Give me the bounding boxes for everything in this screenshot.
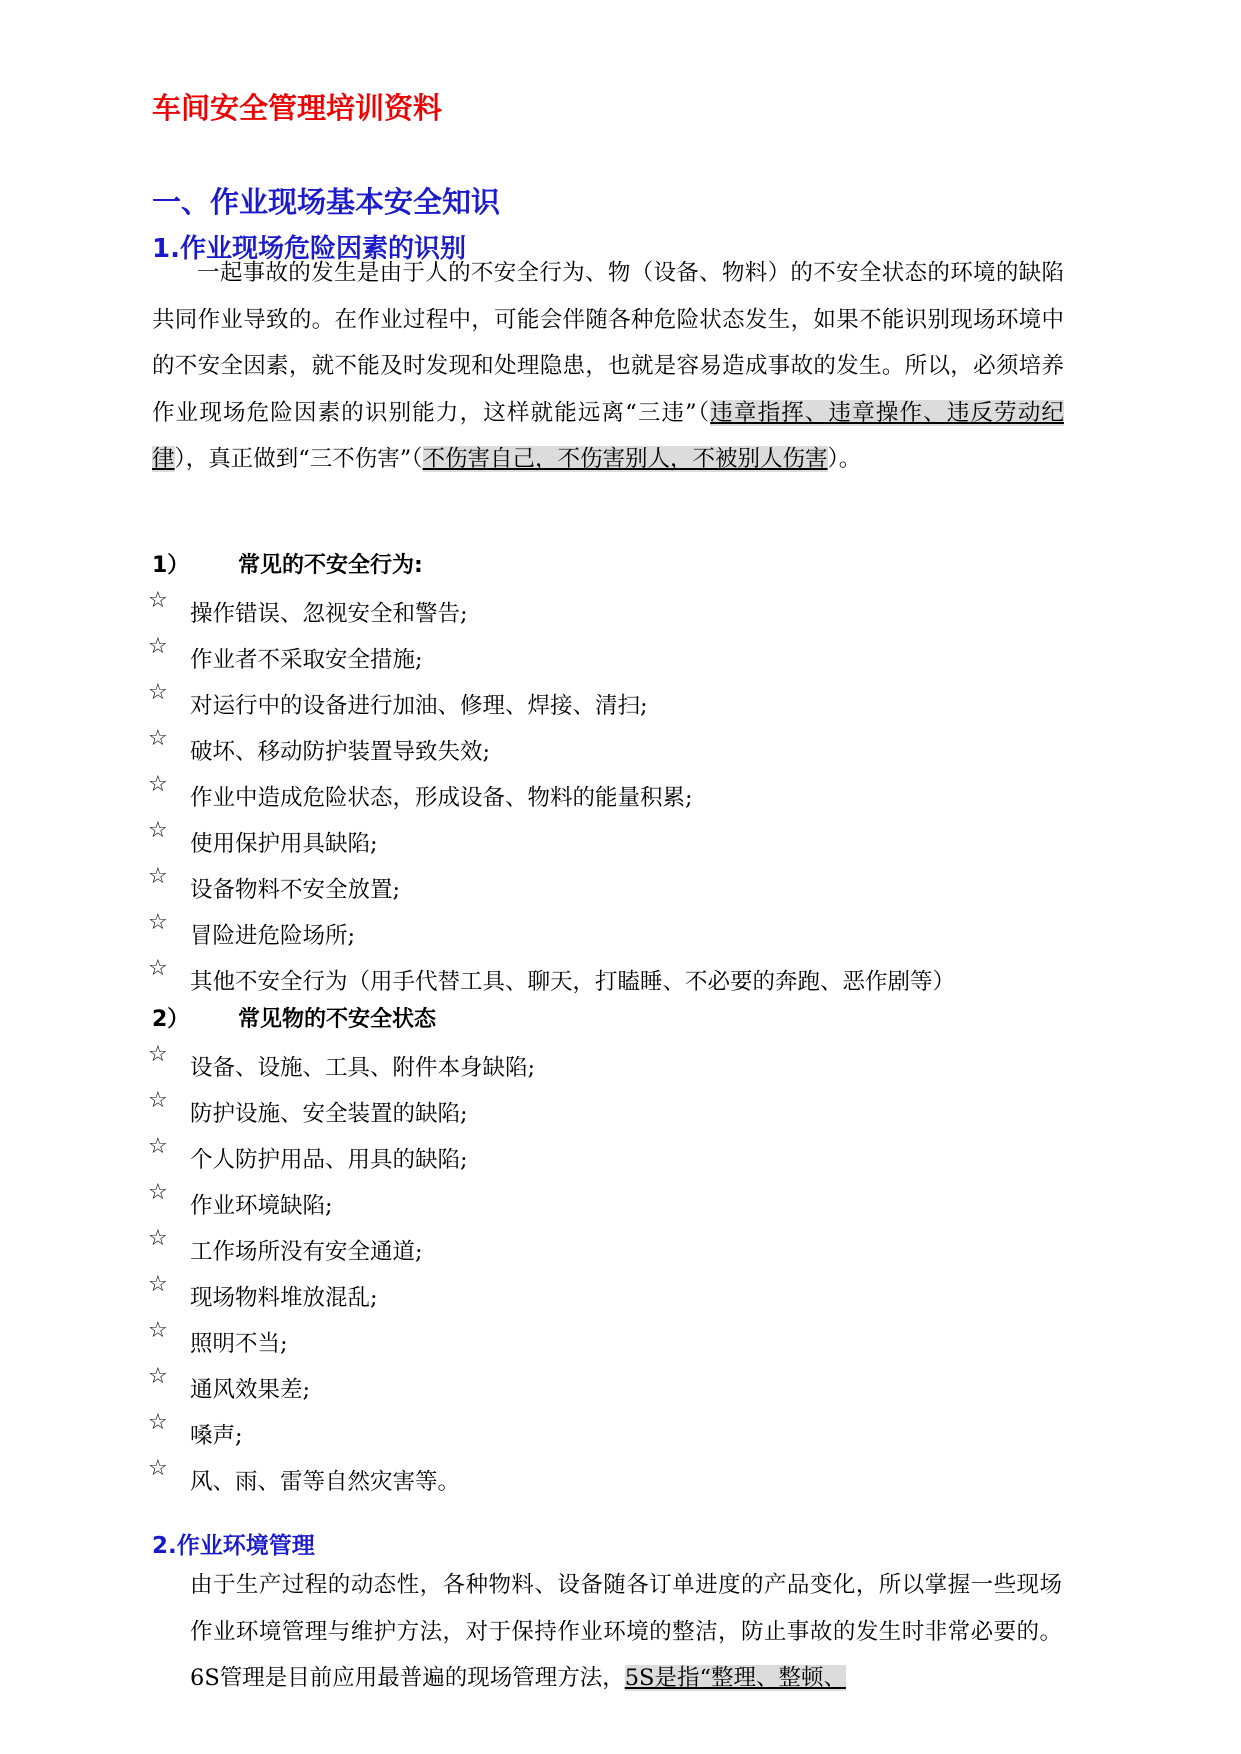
star-outline-icon: ☆ — [148, 680, 168, 705]
star-outline-icon: ☆ — [148, 772, 168, 797]
paragraph-text: 一起事故的发生是由于人的不安全行为、物（设备、物料）的不安全状态的环境的缺陷共同作业导致的。在作业过程中，可能会伴随各种危险状态发生，如果不能识别现场环境中的不安全因素，就不能及时发现和处理隐患，也就是容易造成事故的发生。所以，必须培养作业现场危险因素的识别能力，这样就能远离“三违”（ — [152, 260, 1064, 426]
star-outline-icon: ☆ — [148, 1410, 168, 1435]
list-item-text: 作业中造成危险状态，形成设备、物料的能量积累; — [190, 785, 693, 811]
star-outline-icon: ☆ — [148, 818, 168, 843]
list-number: 2） — [152, 1007, 190, 1032]
paragraph-hazard-identification — [152, 250, 1064, 483]
list-item-text: 嗓声; — [190, 1423, 243, 1449]
list-item-text: 使用保护用具缺陷; — [190, 831, 378, 857]
list-item-text: 破坏、移动防护装置导致失效; — [190, 739, 491, 765]
list-item-text: 工作场所没有安全通道; — [190, 1239, 423, 1265]
paragraph-text: ），真正做到“三不伤害”（ — [174, 446, 423, 472]
list-item-text: 冒险进危险场所; — [190, 923, 356, 949]
list-item-text: 作业环境缺陷; — [190, 1193, 333, 1219]
list-item-text: 防护设施、安全装置的缺陷; — [190, 1101, 468, 1127]
list-item-text: 其他不安全行为（用手代替工具、聊天，打瞌睡、不必要的奔跑、恶作剧等） — [190, 969, 956, 995]
highlight-three-violations: 违章指挥、违章操作、违反劳动纪律 — [152, 399, 1064, 472]
star-outline-icon: ☆ — [148, 1318, 168, 1343]
star-outline-icon: ☆ — [148, 588, 168, 613]
star-outline-icon: ☆ — [148, 1134, 168, 1159]
list-item-text: 对运行中的设备进行加油、修理、焊接、清扫; — [190, 693, 648, 719]
star-outline-icon: ☆ — [148, 1456, 168, 1481]
list-title: 常见物的不安全状态 — [238, 1007, 437, 1032]
highlight-three-no-harm: 不伤害自己，不伤害别人，不被别人伤害 — [422, 446, 828, 472]
list-item-text: 风、雨、雷等自然灾害等。 — [190, 1469, 461, 1495]
list-heading-unsafe-states — [152, 1002, 436, 1033]
star-outline-icon: ☆ — [148, 1272, 168, 1297]
paragraph-environment-management — [190, 1562, 1062, 1702]
star-outline-icon: ☆ — [148, 634, 168, 659]
list-number: 1） — [152, 553, 190, 578]
document-title: 车间安全管理培训资料 — [152, 91, 443, 125]
list-item-text: 个人防护用品、用具的缺陷; — [190, 1147, 468, 1173]
list-item-text: 照明不当; — [190, 1331, 288, 1357]
list-heading-unsafe-behaviors — [152, 548, 423, 579]
star-outline-icon: ☆ — [148, 956, 168, 981]
star-outline-icon: ☆ — [148, 1226, 168, 1251]
star-outline-icon: ☆ — [148, 1042, 168, 1067]
list-item-text: 现场物料堆放混乱; — [190, 1285, 378, 1311]
subsection-heading-1: 1.作业现场危险因素的识别 — [152, 234, 466, 264]
list-title: 常见的不安全行为: — [238, 553, 423, 578]
star-outline-icon: ☆ — [148, 1364, 168, 1389]
list-item-text: 通风效果差; — [190, 1377, 311, 1403]
section-heading: 一、作业现场基本安全知识 — [152, 185, 501, 219]
star-outline-icon: ☆ — [148, 726, 168, 751]
star-outline-icon: ☆ — [148, 1088, 168, 1113]
highlight-5s: 5S是指“整理、整顿、 — [624, 1665, 846, 1691]
list-item-text: 作业者不采取安全措施; — [190, 647, 423, 673]
list-item-text: 设备、设施、工具、附件本身缺陷; — [190, 1055, 536, 1081]
star-outline-icon: ☆ — [148, 864, 168, 889]
list-item-text: 设备物料不安全放置; — [190, 877, 401, 903]
list-item-text: 操作错误、忽视安全和警告; — [190, 601, 468, 627]
paragraph-text: ）。 — [827, 446, 862, 472]
star-outline-icon: ☆ — [148, 910, 168, 935]
subsection-heading-2: 2.作业环境管理 — [152, 1533, 315, 1559]
star-outline-icon: ☆ — [148, 1180, 168, 1205]
paragraph-text: 由于生产过程的动态性，各种物料、设备随各订单进度的产品变化，所以掌握一些现场作业环境管理与维护方法，对于保持作业环境的整洁，防止事故的发生时非常必要的。6S管理是目前应用最普遍的现场管理方法， — [190, 1572, 1062, 1691]
